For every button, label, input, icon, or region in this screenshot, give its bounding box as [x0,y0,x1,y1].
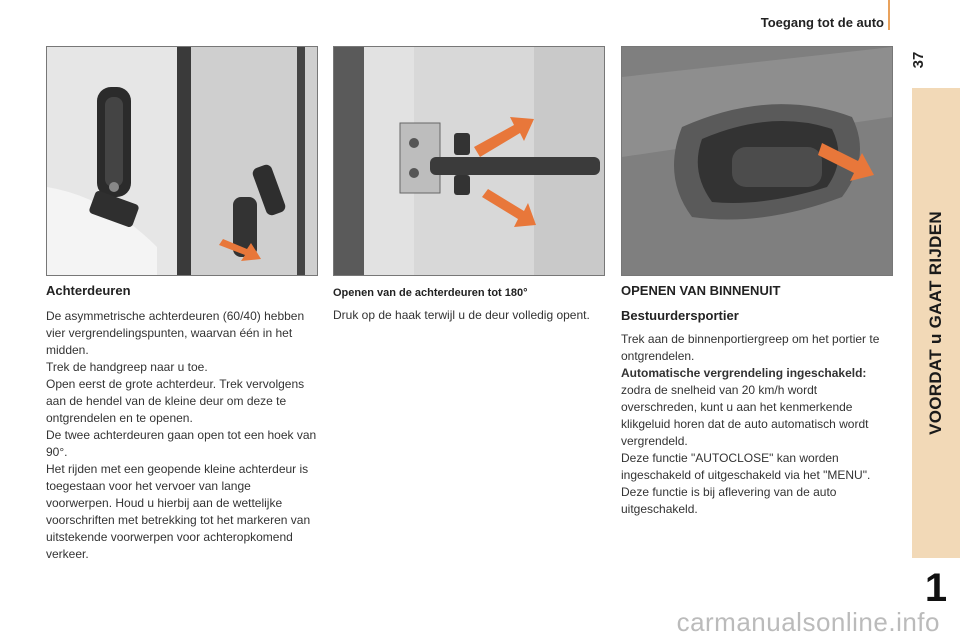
paragraph: Deze functie is bij aflevering van de auto uitgeschakeld. [621,485,837,516]
rear-door-handle-photo [46,46,318,276]
section-heading: OPENEN VAN BINNENUIT [621,283,781,298]
paragraph: Open eerst de grote achterdeur. Trek vervolgens aan de hendel van de kleine deur om deze te ontgrendelen en te openen. [46,377,305,425]
chapter-sidebar [912,88,960,558]
bold-label: Automatische vergrendeling ingeschakeld: [621,366,867,380]
watermark: carmanualsonline.info [676,607,940,637]
opening-180-section [333,287,605,324]
page-header-title: Toegang tot de auto [760,15,884,30]
section-heading: Achterdeuren [46,283,131,298]
opening-from-inside-section [621,283,893,518]
interior-handle-photo [621,46,893,276]
paragraph: Trek de handgreep naar u toe. [46,360,208,374]
paragraph-text: zodra de snelheid van 20 km/h wordt overschreden, kunt u aan het kenmerkende klikgeluid horen dat de auto automatisch wordt vergrendeld. [621,383,869,448]
paragraph: Het rijden met een geopende kleine achterdeur is toegestaan voor het vervoer van lange voorwerpen. Houd u hierbij aan de wettelijke voorschriften met betrekking tot het markeren van uitstekende voorwerpen voor achteropkomend verkeer. [46,462,311,561]
header-accent-bar [888,0,890,30]
paragraph: De asymmetrische achterdeuren (60/40) hebben vier vergrendelingspunten, waarvan één in het midden. [46,309,305,357]
rear-door-illustration [47,47,317,275]
hinge-illustration [334,47,604,275]
subheading: Bestuurdersportier [621,308,739,323]
rear-doors-section [46,283,318,563]
interior-handle-illustration [622,47,892,275]
paragraph: De twee achterdeuren gaan open tot een hoek van 90°. [46,428,317,459]
chapter-title: VOORDAT u GAAT RIJDEN [926,211,945,435]
chapter-number: 1 [924,566,948,610]
paragraph: Trek aan de binnenportiergreep om het portier te ontgrendelen. [621,332,880,363]
paragraph [621,365,893,450]
door-hinge-photo [333,46,605,276]
paragraph: Deze functie "AUTOCLOSE" kan worden ingeschakeld of uitgeschakeld via het "MENU". [621,451,871,482]
page-number: 37 [910,51,927,69]
paragraph: Druk op de haak terwijl u de deur volledig opent. [333,308,590,322]
section-heading: Openen van de achterdeuren tot 180° [333,287,528,299]
